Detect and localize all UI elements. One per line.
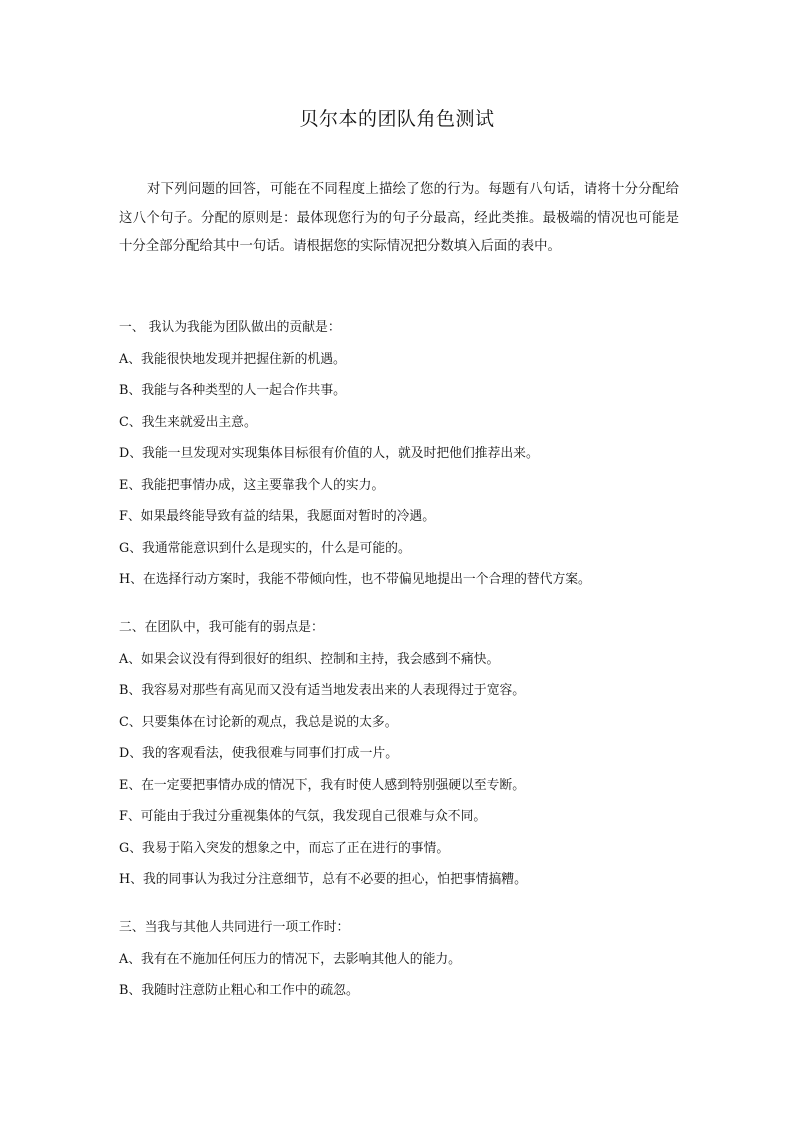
option-e: E、在一定要把事情办成的情况下，我有时使人感到特别强硬以至专断。: [119, 777, 526, 793]
option-d: D、我能一旦发现对实现集体目标很有价值的人，就及时把他们推荐出来。: [119, 446, 539, 461]
question-heading: 二、在团队中，我可能有的弱点是：: [119, 620, 324, 635]
option-f: F、如果最终能导致有益的结果，我愿面对暂时的冷遇。: [119, 509, 436, 524]
option-d: D、我的客观看法，使我很难与同事们打成一片。: [119, 746, 398, 761]
intro-paragraph: 对下列问题的回答，可能在不同程度上描绘了您的行为。每题有八句话，请将十分分配给这八个句子。分配的原则是：最体现您行为的句子分最高，经此类推。最极端的情况也可能是十分全部分配给其中一句话。请根据您的实际情况把分数填入后面的表中。: [119, 182, 679, 254]
option-h: H、在选择行动方案时，我能不带倾向性，也不带偏见地提出一个合理的替代方案。: [119, 572, 591, 587]
option-f: F、可能由于我过分重视集体的气氛，我发现自己很难与众不同。: [119, 809, 487, 824]
option-h: H、我的同事认为我过分注意细节，总有不必要的担心，怕把事情搞糟。: [119, 872, 527, 887]
option-a: A、如果会议没有得到很好的组织、控制和主持，我会感到不痛快。: [119, 651, 500, 667]
option-g: G、我通常能意识到什么是现实的，什么是可能的。: [119, 540, 411, 556]
question-heading: 三、当我与其他人共同进行一项工作时：: [119, 920, 350, 935]
question-section-2: [119, 612, 699, 896]
option-b: B、我随时注意防止粗心和工作中的疏忽。: [119, 983, 359, 998]
option-a: A、我能很快地发现并把握住新的机遇。: [119, 351, 346, 367]
option-c: C、只要集体在讨论新的观点，我总是说的太多。: [119, 714, 398, 730]
option-e: E、我能把事情办成，这主要靠我个人的实力。: [119, 477, 385, 493]
option-g: G、我易于陷入突发的想象之中，而忘了正在进行的事情。: [119, 840, 450, 856]
document-title: 贝尔本的团队角色测试: [299, 108, 495, 130]
question-heading: 一、 我认为我能为团队做出的贡献是：: [119, 320, 341, 335]
option-a: A、我有在不施加任何压力的情况下，去影响其他人的能力。: [119, 951, 461, 967]
option-b: B、我能与各种类型的人一起合作共事。: [119, 383, 346, 398]
question-section-3: [119, 912, 699, 1007]
option-b: B、我容易对那些有高见而又没有适当地发表出来的人表现得过于宽容。: [119, 683, 526, 698]
option-c: C、我生来就爱出主意。: [119, 414, 257, 430]
question-section-1: [119, 312, 699, 596]
